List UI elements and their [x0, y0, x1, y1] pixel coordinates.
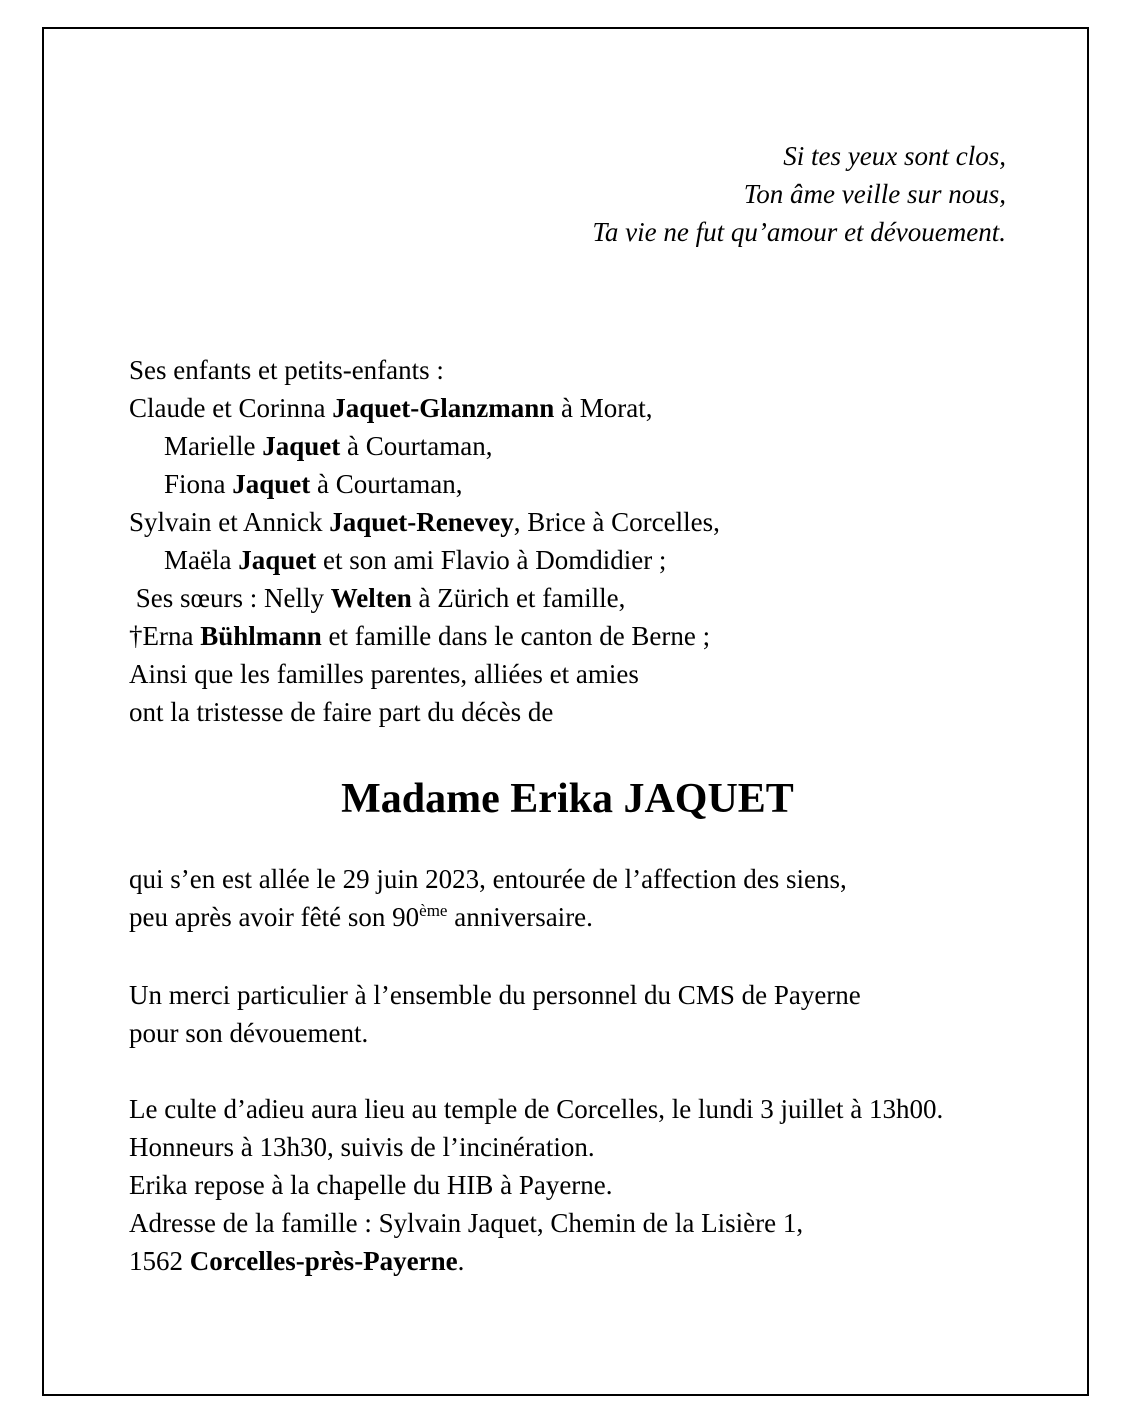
text-line	[129, 898, 1006, 936]
text-line	[129, 693, 1006, 731]
text-line	[129, 137, 1006, 175]
text-segment: .	[457, 1246, 465, 1276]
text-segment: Sylvain et Annick	[129, 507, 330, 537]
text-segment: Ta vie ne fut qu’amour et dévouement.	[592, 217, 1006, 247]
text-line	[129, 617, 1006, 655]
text-line	[129, 976, 1006, 1014]
text-segment: à Morat,	[554, 393, 653, 423]
text-segment: Fiona	[164, 469, 233, 499]
text-segment: pour son dévouement.	[129, 1018, 369, 1048]
text-segment: †Erna	[129, 621, 201, 651]
text-line	[129, 1090, 1006, 1128]
text-segment: Un merci particulier à l’ensemble du personnel du CMS de Payerne	[129, 980, 861, 1010]
family-list	[129, 351, 1006, 731]
text-line	[129, 1166, 1006, 1204]
text-line	[129, 541, 1006, 579]
text-segment: Jaquet	[262, 431, 341, 461]
text-segment: à Courtaman,	[340, 431, 493, 461]
text-line	[129, 860, 1006, 898]
death-notice-paragraph	[129, 860, 1006, 936]
text-segment: anniversaire.	[447, 902, 593, 932]
text-segment: Claude et Corinna	[129, 393, 333, 423]
text-segment: Honneurs à 13h30, suivis de l’incinération.	[129, 1132, 595, 1162]
thanks-paragraph	[129, 976, 1006, 1052]
text-segment: ont la tristesse de faire part du décès de	[129, 697, 554, 727]
text-segment: , Brice à Corcelles,	[513, 507, 720, 537]
text-segment: Ses enfants et petits-enfants :	[129, 355, 444, 385]
text-segment: Ainsi que les familles parentes, alliées et amies	[129, 659, 639, 689]
text-line	[129, 503, 1006, 541]
text-segment: Marielle	[164, 431, 263, 461]
text-segment: Jaquet	[238, 545, 317, 575]
text-line	[129, 175, 1006, 213]
text-segment: Le culte d’adieu aura lieu au temple de Corcelles, le lundi 3 juillet à 13h00.	[129, 1094, 944, 1124]
text-segment: Maëla	[164, 545, 239, 575]
text-segment: et famille dans le canton de Berne ;	[321, 621, 711, 651]
text-segment: Bühlmann	[200, 621, 322, 651]
deceased-name-title: Madame Erika JAQUET	[341, 776, 794, 822]
text-segment: Adresse de la famille : Sylvain Jaquet, Chemin de la Lisière 1,	[129, 1208, 804, 1238]
text-segment: 1562	[129, 1246, 190, 1276]
text-segment: peu après avoir fêté son 90	[129, 902, 420, 932]
text-segment: à Zürich et famille,	[411, 583, 626, 613]
text-segment: et son ami Flavio à Domdidier ;	[316, 545, 667, 575]
text-segment: Ton âme veille sur nous,	[743, 179, 1006, 209]
text-line	[129, 389, 1006, 427]
text-line	[129, 1128, 1006, 1166]
text-segment: Jaquet-Glanzmann	[332, 393, 555, 423]
text-segment: Si tes yeux sont clos,	[783, 141, 1006, 171]
text-segment: Welten	[330, 583, 412, 613]
epigraph	[129, 137, 1006, 251]
text-line	[129, 579, 1006, 617]
text-line	[129, 465, 1006, 503]
text-segment: Corcelles-près-Payerne	[189, 1246, 458, 1276]
text-line	[129, 427, 1006, 465]
text-line	[129, 351, 1006, 389]
text-segment: Jaquet	[232, 469, 311, 499]
text-line	[129, 1242, 1006, 1280]
text-segment: qui s’en est allée le 29 juin 2023, entourée de l’affection des siens,	[129, 864, 847, 894]
ceremony-paragraph	[129, 1090, 1006, 1280]
text-segment: à Courtaman,	[310, 469, 463, 499]
text-line	[129, 1204, 1006, 1242]
text-line	[129, 655, 1006, 693]
text-line	[129, 1014, 1006, 1052]
document-page	[42, 27, 1089, 1396]
text-segment: ème	[419, 901, 448, 920]
text-segment: Erika repose à la chapelle du HIB à Payerne.	[129, 1170, 613, 1200]
text-segment: Jaquet-Renevey	[329, 507, 514, 537]
text-segment: Ses sœurs : Nelly	[129, 583, 331, 613]
text-line	[129, 213, 1006, 251]
